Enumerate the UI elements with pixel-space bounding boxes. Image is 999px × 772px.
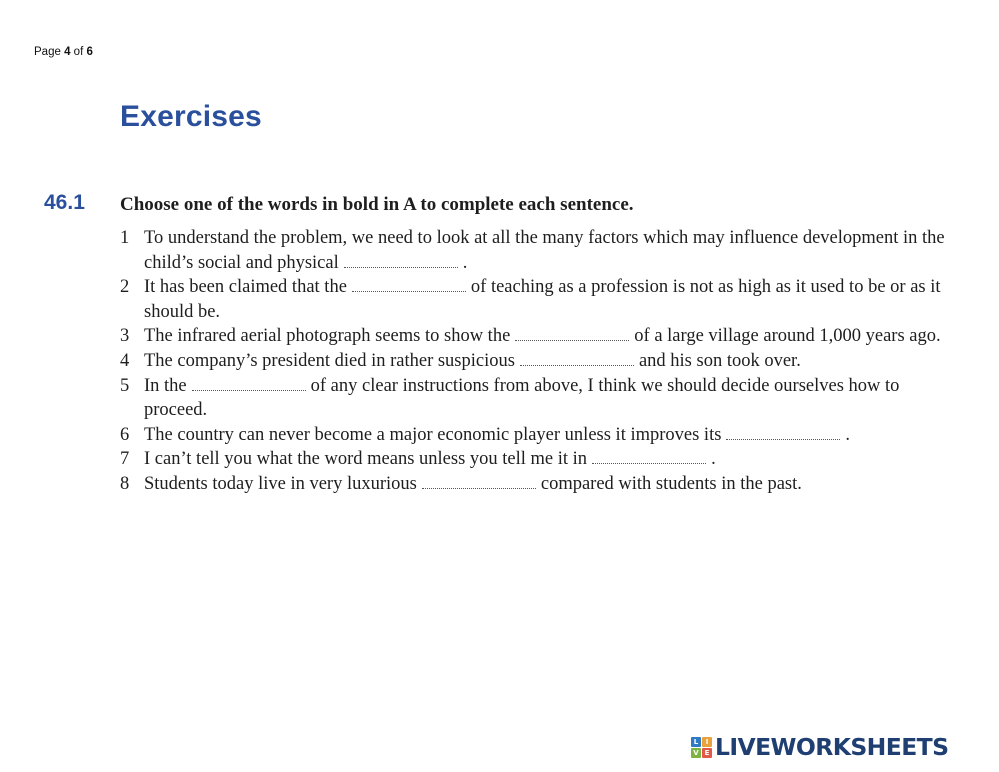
sentence-before: Students today live in very luxurious bbox=[144, 473, 417, 494]
answer-blank[interactable] bbox=[726, 425, 840, 440]
sentence-before: The company’s president died in rather suspicious bbox=[144, 350, 515, 371]
item-number: 7 bbox=[120, 449, 130, 470]
exercise-items bbox=[120, 226, 960, 497]
sentence-after: . bbox=[462, 252, 468, 273]
sentence-after: of a large village around 1,000 years ago. bbox=[634, 326, 941, 347]
logo-mark-cell: I bbox=[702, 737, 712, 747]
exercise-item bbox=[120, 226, 960, 275]
exercise-item bbox=[120, 423, 960, 448]
exercise-item bbox=[120, 275, 960, 324]
exercise-number: 46.1 bbox=[44, 191, 85, 214]
answer-blank[interactable] bbox=[592, 449, 706, 464]
page-indicator bbox=[34, 46, 93, 58]
sentence-before: I can’t tell you what the word means unless you tell me it in bbox=[144, 449, 588, 470]
answer-blank[interactable] bbox=[515, 326, 629, 341]
current-page: 4 bbox=[64, 46, 71, 58]
section-title: Exercises bbox=[120, 100, 262, 133]
answer-blank[interactable] bbox=[520, 351, 634, 366]
sentence-after: compared with students in the past. bbox=[540, 473, 802, 494]
item-number: 8 bbox=[120, 473, 130, 494]
page-prefix: Page bbox=[34, 46, 61, 58]
sentence-after: of teaching as a profession is not as high as it used to be or as it should be. bbox=[144, 277, 941, 322]
sentence-before: In the bbox=[144, 375, 187, 396]
total-pages: 6 bbox=[86, 46, 93, 58]
logo-mark-cell: E bbox=[702, 748, 712, 758]
answer-blank[interactable] bbox=[192, 376, 306, 391]
sentence-after: of any clear instructions from above, I think we should decide ourselves how to proceed. bbox=[144, 375, 900, 421]
exercise-item bbox=[120, 349, 960, 374]
sentence-after: . bbox=[845, 424, 851, 445]
sentence-after: . bbox=[711, 449, 716, 470]
exercise-item bbox=[120, 472, 960, 497]
sentence-before: The infrared aerial photograph seems to show the bbox=[144, 326, 511, 347]
item-number: 5 bbox=[120, 375, 130, 396]
sentence-before: The country can never become a major economic player unless it improves its bbox=[144, 424, 722, 445]
exercise-item bbox=[120, 374, 960, 423]
item-number: 2 bbox=[120, 277, 130, 298]
sentence-after: and his son took over. bbox=[638, 350, 801, 371]
page-of: of bbox=[73, 46, 84, 58]
logo-mark-icon bbox=[691, 737, 712, 758]
logo-mark-cell: V bbox=[691, 748, 701, 758]
answer-blank[interactable] bbox=[344, 253, 458, 268]
exercise-item bbox=[120, 324, 960, 349]
answer-blank[interactable] bbox=[422, 474, 536, 489]
item-number: 1 bbox=[120, 228, 130, 248]
logo-mark-cell: L bbox=[691, 737, 701, 747]
sentence-before: To understand the problem, we need to look at all the many factors which may influence development in the child’s social and physical bbox=[144, 228, 945, 273]
item-number: 6 bbox=[120, 424, 130, 445]
liveworksheets-logo bbox=[691, 733, 948, 761]
exercise-item bbox=[120, 447, 960, 472]
logo-text: LIVEWORKSHEETS bbox=[715, 733, 949, 761]
answer-blank[interactable] bbox=[352, 277, 466, 292]
item-number: 3 bbox=[120, 326, 130, 347]
item-number: 4 bbox=[120, 350, 130, 371]
exercise-instruction: Choose one of the words in bold in A to complete each sentence. bbox=[120, 194, 634, 215]
sentence-before: It has been claimed that the bbox=[144, 277, 347, 298]
